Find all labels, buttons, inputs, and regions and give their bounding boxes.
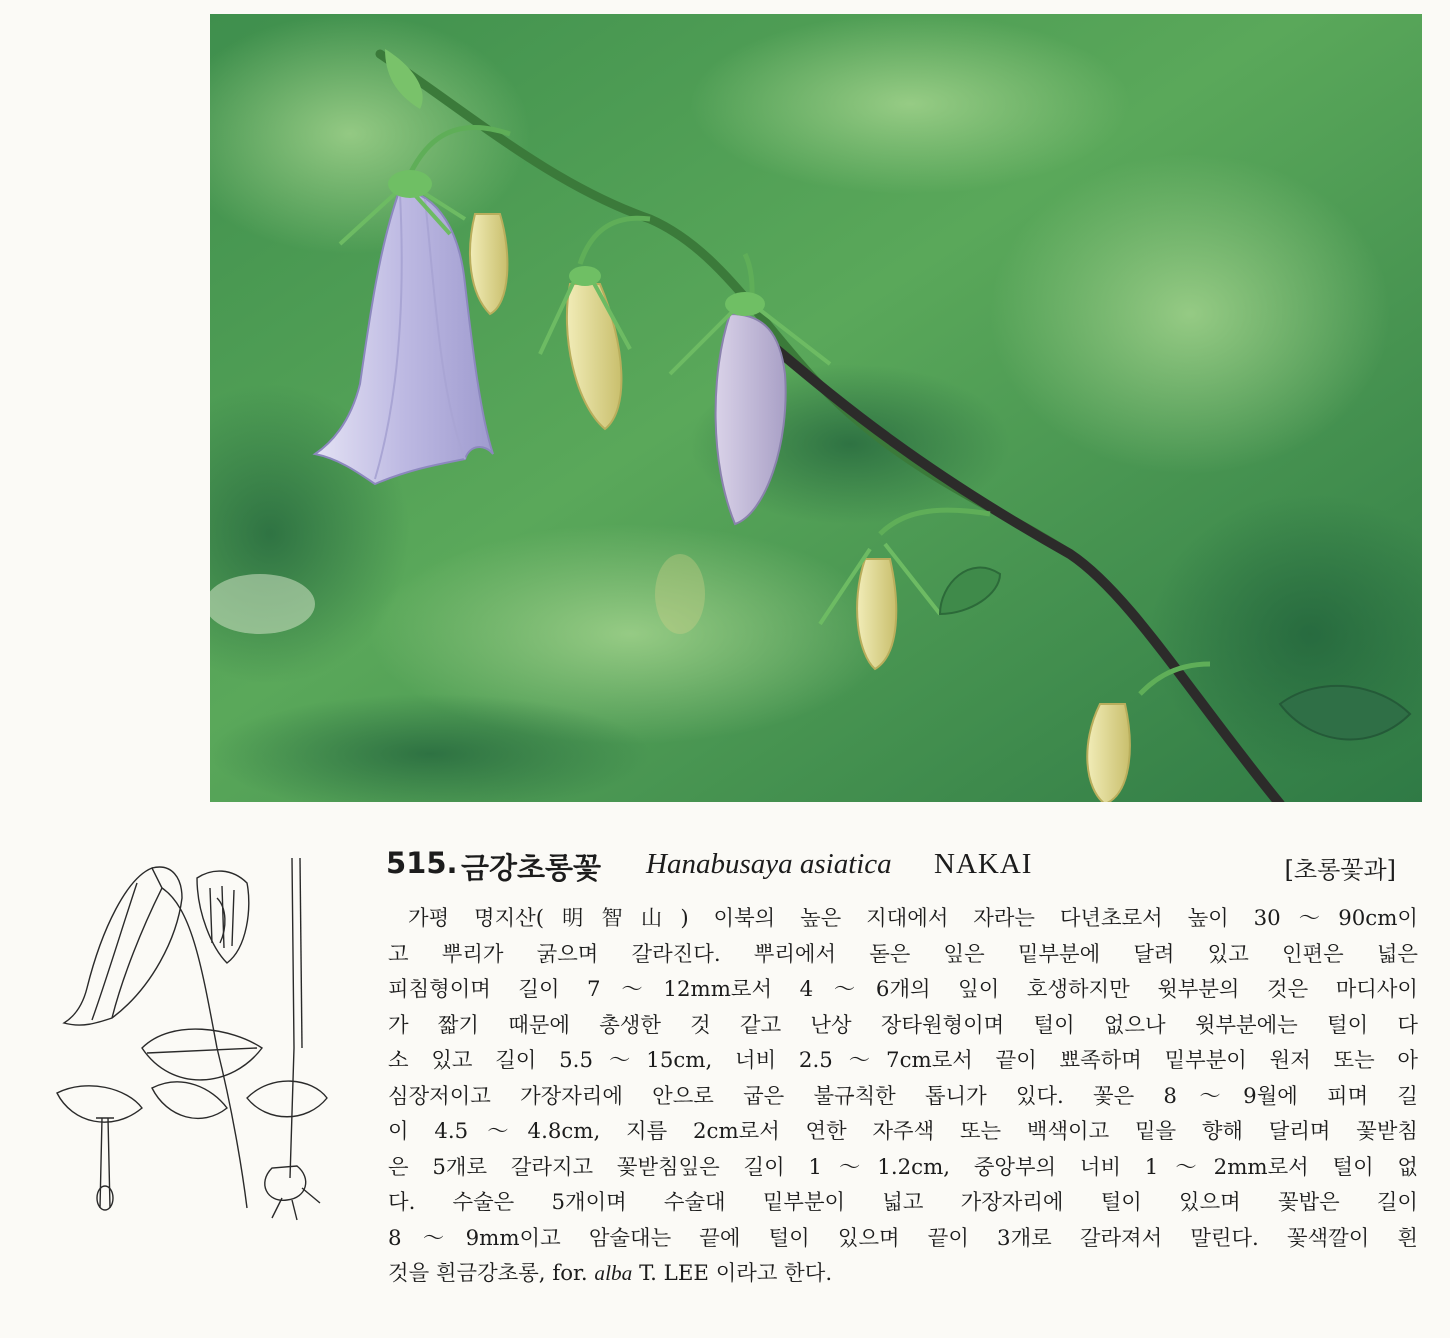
description-line: 이 4.5～4.8cm, 지름 2cm로서 연한 자주색 또는 백색이고 밑을 향해 달리며 꽃받침 xyxy=(388,1119,1418,1144)
last-line-pre: 것을 xyxy=(388,1261,436,1286)
description-line: 고 뿌리가 굵으며 갈라진다. 뿌리에서 돋은 잎은 밑부분에 달려 있고 인편은 넓은 xyxy=(388,941,1418,967)
description-line: 피침형이며 길이 7～12mm로서 4～6개의 잎이 호생하지만 윗부분의 것은 마디사이 xyxy=(388,977,1418,1002)
description-line: 가 짧기 때문에 총생한 것 같고 난상 장타원형이며 털이 없으나 윗부분에는 털이 다 xyxy=(388,1012,1418,1038)
plant-line-drawing xyxy=(42,848,342,1228)
author-name: NAKAI xyxy=(934,848,1033,880)
last-line-post: 이라고 한다. xyxy=(708,1261,833,1286)
korean-name: 금강초롱꽃 xyxy=(461,851,602,885)
description-line: 심장저이고 가장자리에 안으로 굽은 불규칙한 톱니가 있다. 꽃은 8～9월에 피며 길 xyxy=(388,1083,1418,1109)
variety-author: T. LEE xyxy=(632,1261,709,1286)
variety-name: 흰금강초롱 xyxy=(435,1261,539,1286)
description-last-line xyxy=(388,1256,1418,1292)
description-line: 8～9mm이고 암술대는 끝에 털이 있으며 끝이 3개로 갈라져서 말린다. 꽃색깔이 흰 xyxy=(388,1225,1418,1251)
description-line: 가평 명지산(明智山) 이북의 높은 지대에서 자라는 다년초로서 높이 30～90cm이 xyxy=(408,906,1418,931)
variety-epithet: alba xyxy=(594,1261,633,1285)
scientific-name: Hanabusaya asiatica xyxy=(646,848,892,880)
entry-number: 515. xyxy=(386,846,458,880)
description-line: 다. 수술은 5개이며 수술대 밑부분이 넓고 가장자리에 털이 있으며 꽃밥은 길이 xyxy=(388,1190,1418,1215)
last-line-sep: , for. xyxy=(538,1261,595,1286)
plant-photo xyxy=(210,14,1422,802)
entry-heading xyxy=(386,840,1396,890)
description-line: 소 있고 길이 5.5～15cm, 너비 2.5～7cm로서 끝이 뾰족하며 밑부분이 원저 또는 아 xyxy=(388,1048,1418,1073)
family-name: [초롱꽃과] xyxy=(1284,856,1396,884)
description-text xyxy=(388,901,1418,1292)
description-line: 은 5개로 갈라지고 꽃받침잎은 길이 1～1.2cm, 중앙부의 너비 1～2mm로서 털이 없 xyxy=(388,1154,1418,1180)
